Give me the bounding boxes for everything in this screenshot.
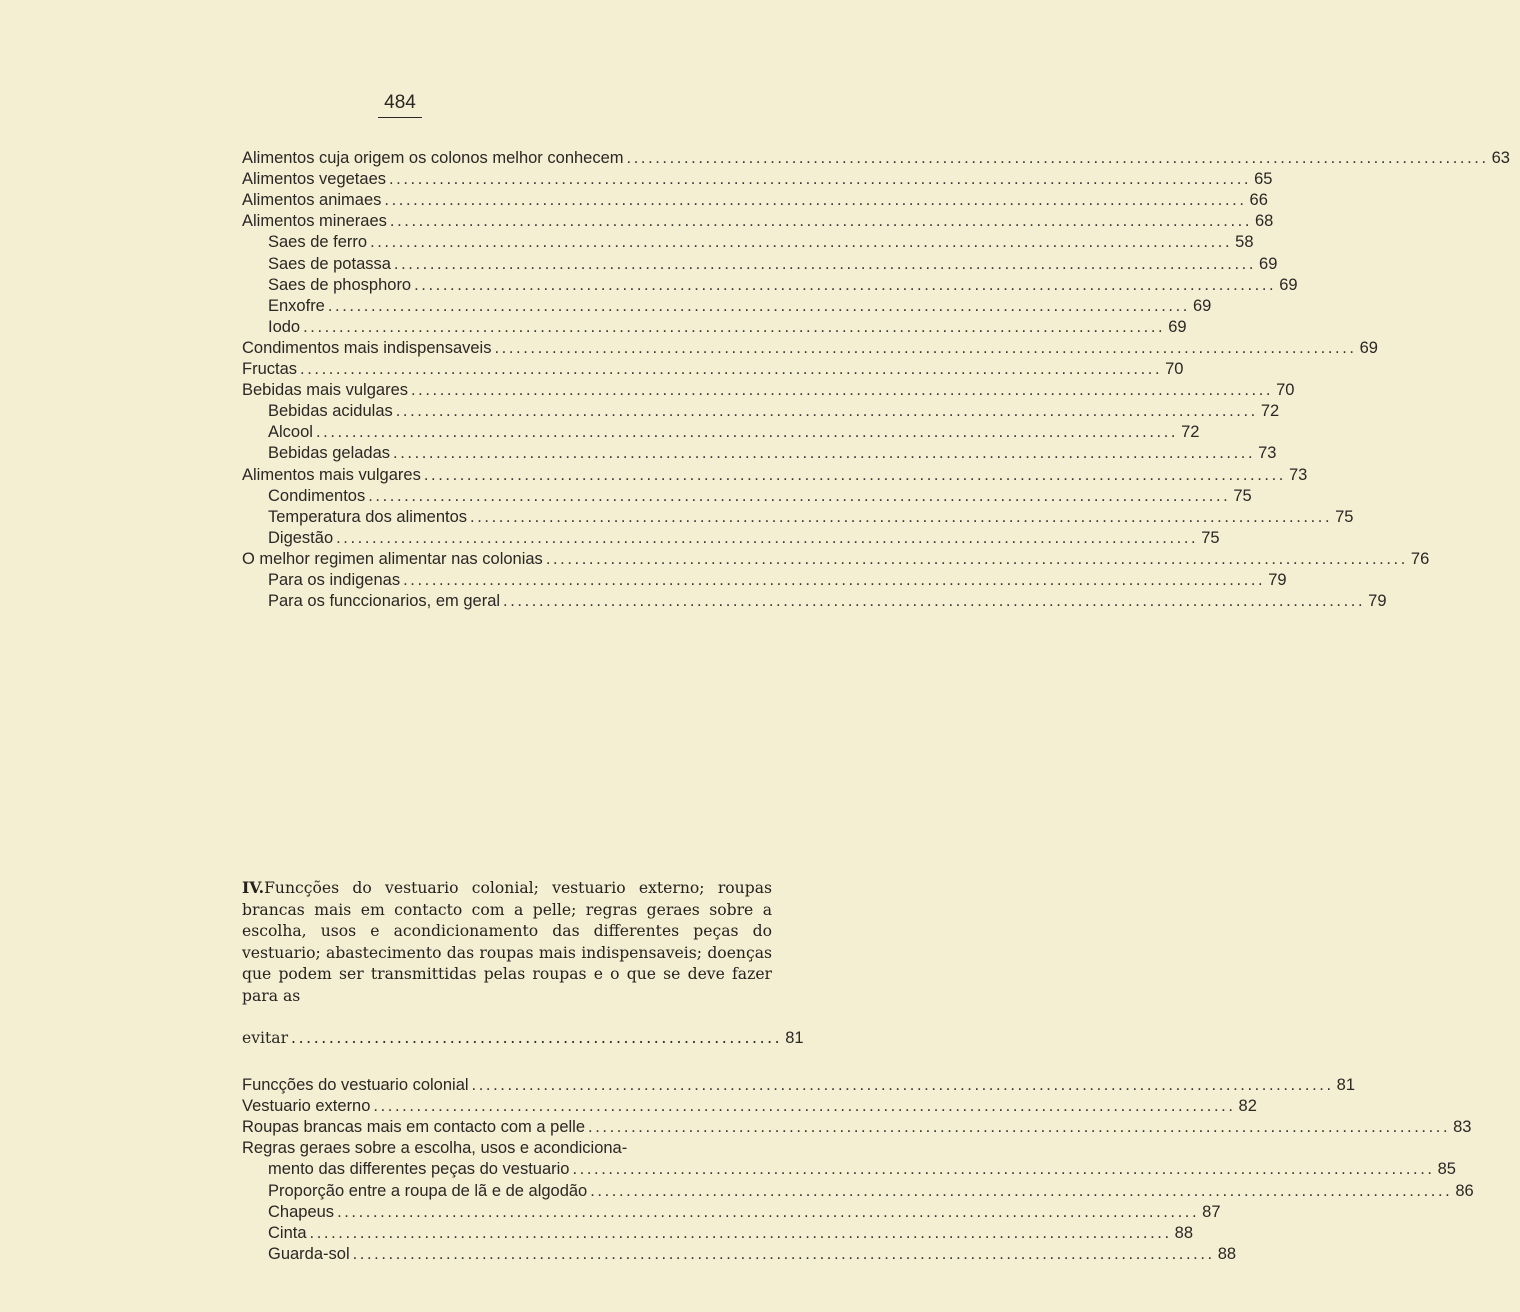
toc-entry-title: Enxofre [268, 296, 325, 315]
dot-leader: ........................................................................................................................ [393, 444, 1256, 463]
toc-entry-page: 70 [1276, 381, 1295, 400]
toc-entry-page: 69 [1279, 275, 1298, 294]
toc-entry-title: Alcool [268, 423, 313, 442]
dot-leader: ........................................................................................................................ [327, 296, 1190, 315]
toc-entry-title: Saes de phosphoro [268, 275, 412, 294]
toc-entry-page: 75 [1201, 528, 1220, 547]
toc-entry-title: Bebidas geladas [268, 444, 391, 463]
section-iv-heading [242, 877, 772, 1007]
toc-entry-page: 85 [1437, 1160, 1456, 1179]
toc-entry [268, 507, 1354, 528]
section-number: IV. [242, 878, 265, 897]
toc-entry-page: 69 [1259, 254, 1278, 273]
dot-leader: ........................................................................................................................ [503, 592, 1366, 611]
toc-entry-page: 83 [1453, 1118, 1472, 1137]
toc-entry-page: 70 [1165, 360, 1184, 378]
dot-leader: ........................................................................................................................ [470, 507, 1333, 526]
toc-entry [268, 296, 1212, 317]
toc-entry [268, 1159, 1456, 1180]
toc-entry [242, 1138, 772, 1159]
dot-leader: ........................................................................................................................ [337, 1202, 1200, 1221]
dot-leader: ........................................................................................................................ [395, 402, 1258, 421]
toc-entry [268, 1202, 1221, 1223]
toc-entry [268, 528, 1220, 549]
toc-entry [242, 169, 1273, 190]
toc-entry-page: 72 [1181, 423, 1200, 442]
dot-leader: ........................................................................................................................ [403, 571, 1266, 589]
toc-entry [268, 1223, 1193, 1244]
toc-entry-title: Roupas brancas mais em contacto com a pelle [242, 1118, 586, 1137]
toc-entry-title: Alimentos animaes [242, 191, 382, 210]
toc-entry-page: 75 [1335, 507, 1354, 526]
toc-entry-title: Regras geraes sobre a escolha, usos e acondiciona- [242, 1139, 628, 1158]
toc-entry-page: 76 [1410, 549, 1430, 568]
toc-entry-title: Para os indigenas [268, 571, 401, 589]
toc-entry-title: Saes de ferro [268, 233, 368, 252]
dot-leader: ........................................................................................................................ [423, 465, 1286, 484]
toc-entry-page: 75 [1233, 486, 1252, 505]
dot-leader: ........................................................................................................................ [300, 360, 1163, 378]
dot-leader: ........................................................................................................................ [590, 1181, 1453, 1200]
toc-entry-page: 79 [1368, 592, 1387, 611]
toc-entry-title: Alimentos vegetaes [242, 170, 386, 189]
toc-entry [268, 401, 1280, 422]
dot-leader: ........................................................................................................................ [572, 1160, 1435, 1179]
toc-entry-page: 82 [1238, 1097, 1257, 1116]
toc-entry-page: 63 [1491, 149, 1510, 167]
toc-entry-title: Funcções do vestuario colonial [242, 1076, 469, 1094]
toc-entry-page: 69 [1168, 317, 1187, 336]
dot-leader: ........................................................................................................................ [389, 212, 1252, 231]
toc-entry [242, 549, 1430, 570]
toc-entry-title: Vestuario externo [242, 1097, 371, 1116]
toc-entry [268, 254, 1278, 275]
toc-entry [268, 232, 1254, 253]
toc-entry-title: Fructas [242, 360, 298, 378]
dot-leader: ........................................................................................................................ [414, 275, 1277, 294]
toc-entry-page: 81 [1336, 1076, 1356, 1094]
toc-entry-page: 88 [1217, 1244, 1237, 1263]
toc-entry-page: 88 [1174, 1223, 1193, 1242]
toc-entry-title: Cinta [268, 1223, 307, 1242]
toc-entry-page: 66 [1249, 191, 1268, 210]
toc-entry-title: Bebidas mais vulgares [242, 381, 408, 400]
toc-entry-page: 69 [1192, 296, 1212, 315]
toc-entry [242, 380, 1295, 401]
toc-entry [242, 338, 1378, 359]
section-iv-last-line [242, 1027, 804, 1049]
toc-entry-title: mento das differentes peças do vestuario [268, 1160, 570, 1179]
toc-entry-page: 72 [1260, 402, 1280, 421]
dot-leader: ........................................................................................................................ [309, 1223, 1172, 1242]
dot-leader: ........................................................................................................................ [411, 381, 1274, 400]
toc-entry-title: Chapeus [268, 1202, 335, 1221]
toc-entry [242, 465, 1308, 486]
dot-leader: ........................................................................................................................ [494, 338, 1357, 357]
dot-leader: ................................................................. [291, 1029, 783, 1047]
toc-entry-title: Temperatura dos alimentos [268, 507, 468, 526]
toc-entry-title: Saes de potassa [268, 254, 391, 273]
toc-entry [268, 486, 1252, 507]
toc-entry-page: 58 [1235, 233, 1254, 252]
toc-entry-page: 68 [1255, 212, 1274, 231]
toc-entry-title: Iodo [268, 317, 301, 336]
dot-leader: ........................................................................................................................ [370, 233, 1233, 252]
dot-leader: ........................................................................................................................ [352, 1244, 1215, 1263]
toc-entry [268, 443, 1277, 464]
section-text: Funcções do vestuario colonial; vestuario externo; roupas brancas mais em contacto com a pelle; regras geraes sobre a escolha, usos e acondicionamento das differentes peças do vestuario; abastecimento das roupas mais indispensaveis; doenças que podem ser transmittidas pelas roupas e o que se deve fazer para as [242, 879, 772, 1005]
toc-entry [242, 148, 1510, 169]
dot-leader: ........................................................................................................................ [303, 317, 1166, 336]
toc-entry-page: 65 [1254, 170, 1273, 189]
toc-entry [268, 1244, 1237, 1265]
toc-entry [268, 422, 1200, 443]
toc-entry [268, 570, 1287, 591]
toc-entry [242, 211, 1274, 232]
toc-entry-title: Guarda-sol [268, 1244, 350, 1263]
toc-entry-title: Condimentos mais indispensaveis [242, 338, 492, 357]
toc-entry-title: Para os funccionarios, em geral [268, 592, 501, 611]
toc-entry [268, 275, 1298, 296]
toc-entry-page: 73 [1288, 465, 1308, 484]
toc-entry [242, 1117, 1472, 1138]
toc-entry [242, 1075, 1356, 1096]
page-number: 484 [0, 92, 800, 114]
section-last-word: evitar [242, 1029, 289, 1047]
toc-entry-title: Alimentos mais vulgares [242, 465, 421, 484]
toc-entry-title: Proporção entre a roupa de lã e de algodão [268, 1181, 588, 1200]
dot-leader: ........................................................................................................................ [471, 1076, 1334, 1094]
toc-entry-title: Bebidas acidulas [268, 402, 393, 421]
toc-entry-page: 69 [1359, 338, 1378, 357]
toc-entry-page: 79 [1268, 571, 1287, 589]
toc-entry-title: Condimentos [268, 486, 366, 505]
toc-entry [268, 591, 1387, 612]
toc-entry-title: Alimentos mineraes [242, 212, 387, 231]
dot-leader: ........................................................................................................................ [336, 528, 1199, 547]
toc-entry-title: Alimentos cuja origem os colonos melhor conhecem [242, 149, 624, 167]
toc-entry-title: O melhor regimen alimentar nas colonias [242, 549, 543, 568]
toc-entry [268, 1181, 1474, 1202]
toc-entry [242, 359, 1184, 380]
dot-leader: ........................................................................................................................ [545, 549, 1408, 568]
dot-leader: ........................................................................................................................ [368, 486, 1231, 505]
dot-leader: ........................................................................................................................ [373, 1097, 1236, 1116]
toc-entry-page: 73 [1258, 444, 1277, 463]
toc-entry-title: Digestão [268, 528, 334, 547]
dot-leader: ........................................................................................................................ [588, 1118, 1451, 1137]
toc-entry [268, 317, 1187, 338]
dot-leader: ........................................................................................................................ [315, 423, 1179, 442]
toc-entry [242, 190, 1268, 211]
toc-entry-page: 86 [1455, 1181, 1474, 1200]
toc-entry [242, 1096, 1257, 1117]
toc-entry-page: 87 [1202, 1202, 1221, 1221]
dot-leader: ........................................................................................................................ [384, 191, 1247, 210]
dot-leader: ........................................................................................................................ [389, 170, 1252, 189]
section-page: 81 [785, 1029, 804, 1047]
dot-leader: ........................................................................................................................ [393, 254, 1257, 273]
dot-leader: ........................................................................................................................ [626, 149, 1489, 167]
